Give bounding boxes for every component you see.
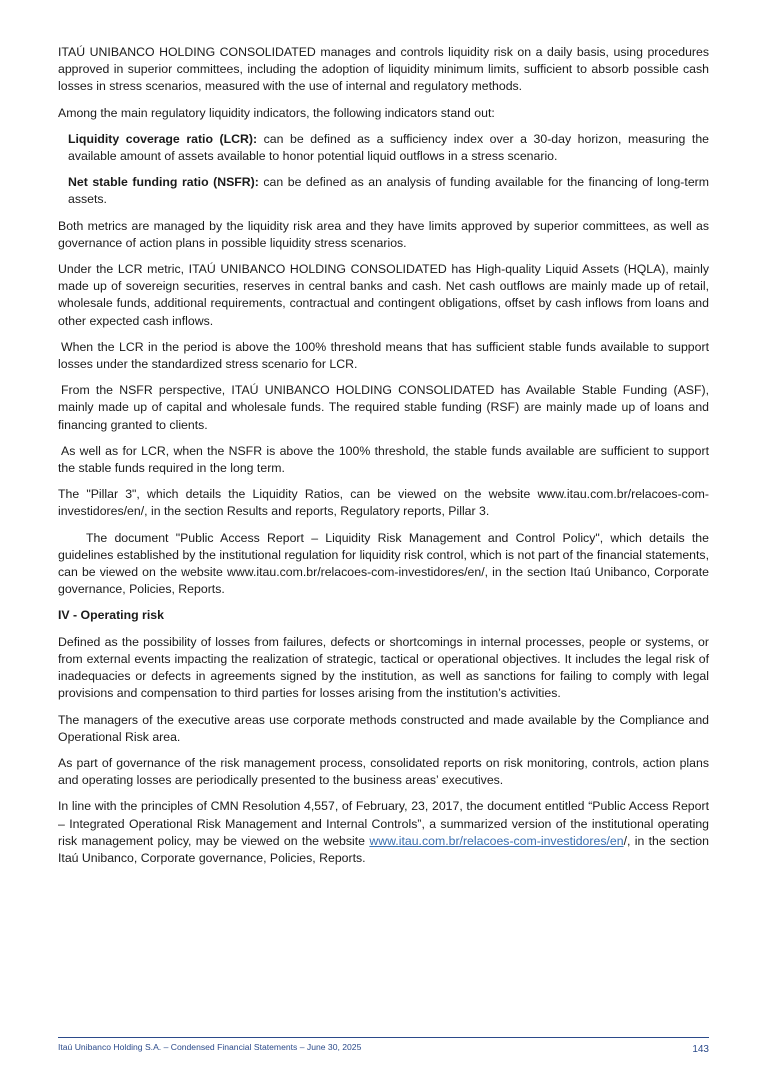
cmn-text-before: In line with the principles of CMN Resolution 4,557, of February, 23, 2017, the document entitled “Public Access Report – Integrated Operational Risk Management and Internal Controls”, a summarized version of the institutional operating risk management policy, may be viewed on the website: [58, 799, 709, 848]
section-heading-operating-risk: IV - Operating risk: [58, 608, 164, 623]
nsfr-definition: can be defined as an analysis of funding available for the financing of long-term assets.: [68, 175, 709, 207]
investor-relations-link[interactable]: www.itau.com.br/relacoes-com-investidores/en: [369, 833, 624, 848]
paragraph-indicators-intro: Among the main regulatory liquidity indicators, the following indicators stand out:: [58, 105, 495, 120]
paragraph-nsfr: [58, 174, 709, 208]
paragraph-pillar3: The "Pillar 3", which details the Liquidity Ratios, can be viewed on the website www.itau.com.br/relacoes-com-investidores/en/, in the section Results and reports, Regulatory reports, Pillar 3.: [58, 487, 709, 519]
footer-document-title: Itaú Unibanco Holding S.A. – Condensed Financial Statements – June 30, 2025: [58, 1042, 362, 1052]
paragraph-public-access-report: The document "Public Access Report – Liquidity Risk Management and Control Policy", which details the guidelines established by the institutional regulation for liquidity risk control, which is not part of the financial statements, can be viewed on the website www.itau.com.br/relacoes-com-investidores/en/, in the section Itaú Unibanco, Corporate governance, Policies, Reports.: [58, 530, 709, 597]
cmn-text-after: /, in the section Itaú Unibanco, Corporate governance, Policies, Reports.: [58, 833, 709, 865]
paragraph-governance: As part of governance of the risk management process, consolidated reports on risk monitoring, controls, action plans and operating losses are periodically presented to the business areas’ executives.: [58, 755, 709, 788]
document-body: [58, 44, 709, 876]
paragraph-nsfr-perspective: From the NSFR perspective, ITAÚ UNIBANCO HOLDING CONSOLIDATED has Available Stable Funding (ASF), mainly made up of capital and wholesale funds. The required stable funding (RSF) are mainly made up of loans and financing granted to clients.: [58, 383, 709, 432]
lcr-term: Liquidity coverage ratio (LCR):: [68, 131, 258, 146]
paragraph-nsfr-threshold: As well as for LCR, when the NSFR is above the 100% threshold, the stable funds available are sufficient to support the stable funds required in the long term.: [58, 443, 709, 476]
paragraph-cmn-resolution: [58, 798, 709, 867]
paragraph-managers: The managers of the executive areas use corporate methods constructed and made available by the Compliance and Operational Risk area.: [58, 712, 709, 744]
paragraph-lcr-threshold: When the LCR in the period is above the 100% threshold means that has sufficient stable funds available to support losses under the standardized stress scenario for LCR.: [58, 339, 709, 372]
paragraph-lcr: [58, 131, 709, 165]
paragraph-liquidity-management: ITAÚ UNIBANCO HOLDING CONSOLIDATED manages and controls liquidity risk on a daily basis, using procedures approved in superior committees, including the adoption of liquidity minimum limits, sufficient to absorb possible cash losses in stress scenarios, measured with the use of internal and regulatory methods.: [58, 45, 709, 94]
paragraph-lcr-metric: Under the LCR metric, ITAÚ UNIBANCO HOLDING CONSOLIDATED has High-quality Liquid Assets (HQLA), mainly made up of sovereign securities, reserves in central banks and cash. Net cash outflows are mainly made up of retail, wholesale funds, additional requirements, contractual and contingent obligations, offset by cash inflows from loans and other expected cash inflows.: [58, 262, 709, 328]
footer-page-number: 143: [692, 1044, 709, 1055]
paragraph-operating-risk-definition: Defined as the possibility of losses from failures, defects or shortcomings in internal processes, people or systems, or from external events impacting the realization of strategic, tactical or operational objectives. It includes the legal risk of inadequacies or defects in agreements signed by the institution, as well as sanctions for failing to comply with legal provisions and compensation to third parties for losses arising from the institution’s activities.: [58, 634, 709, 701]
paragraph-metrics-managed: Both metrics are managed by the liquidity risk area and they have limits approved by superior committees, as well as governance of action plans in possible liquidity stress scenarios.: [58, 218, 709, 250]
lcr-definition: can be defined as a sufficiency index over a 30-day horizon, measuring the available amount of assets available to honor potential liquid outflows in a stress scenario.: [68, 131, 710, 164]
nsfr-term: Net stable funding ratio (NSFR):: [68, 175, 259, 190]
page-footer: [58, 1037, 709, 1055]
